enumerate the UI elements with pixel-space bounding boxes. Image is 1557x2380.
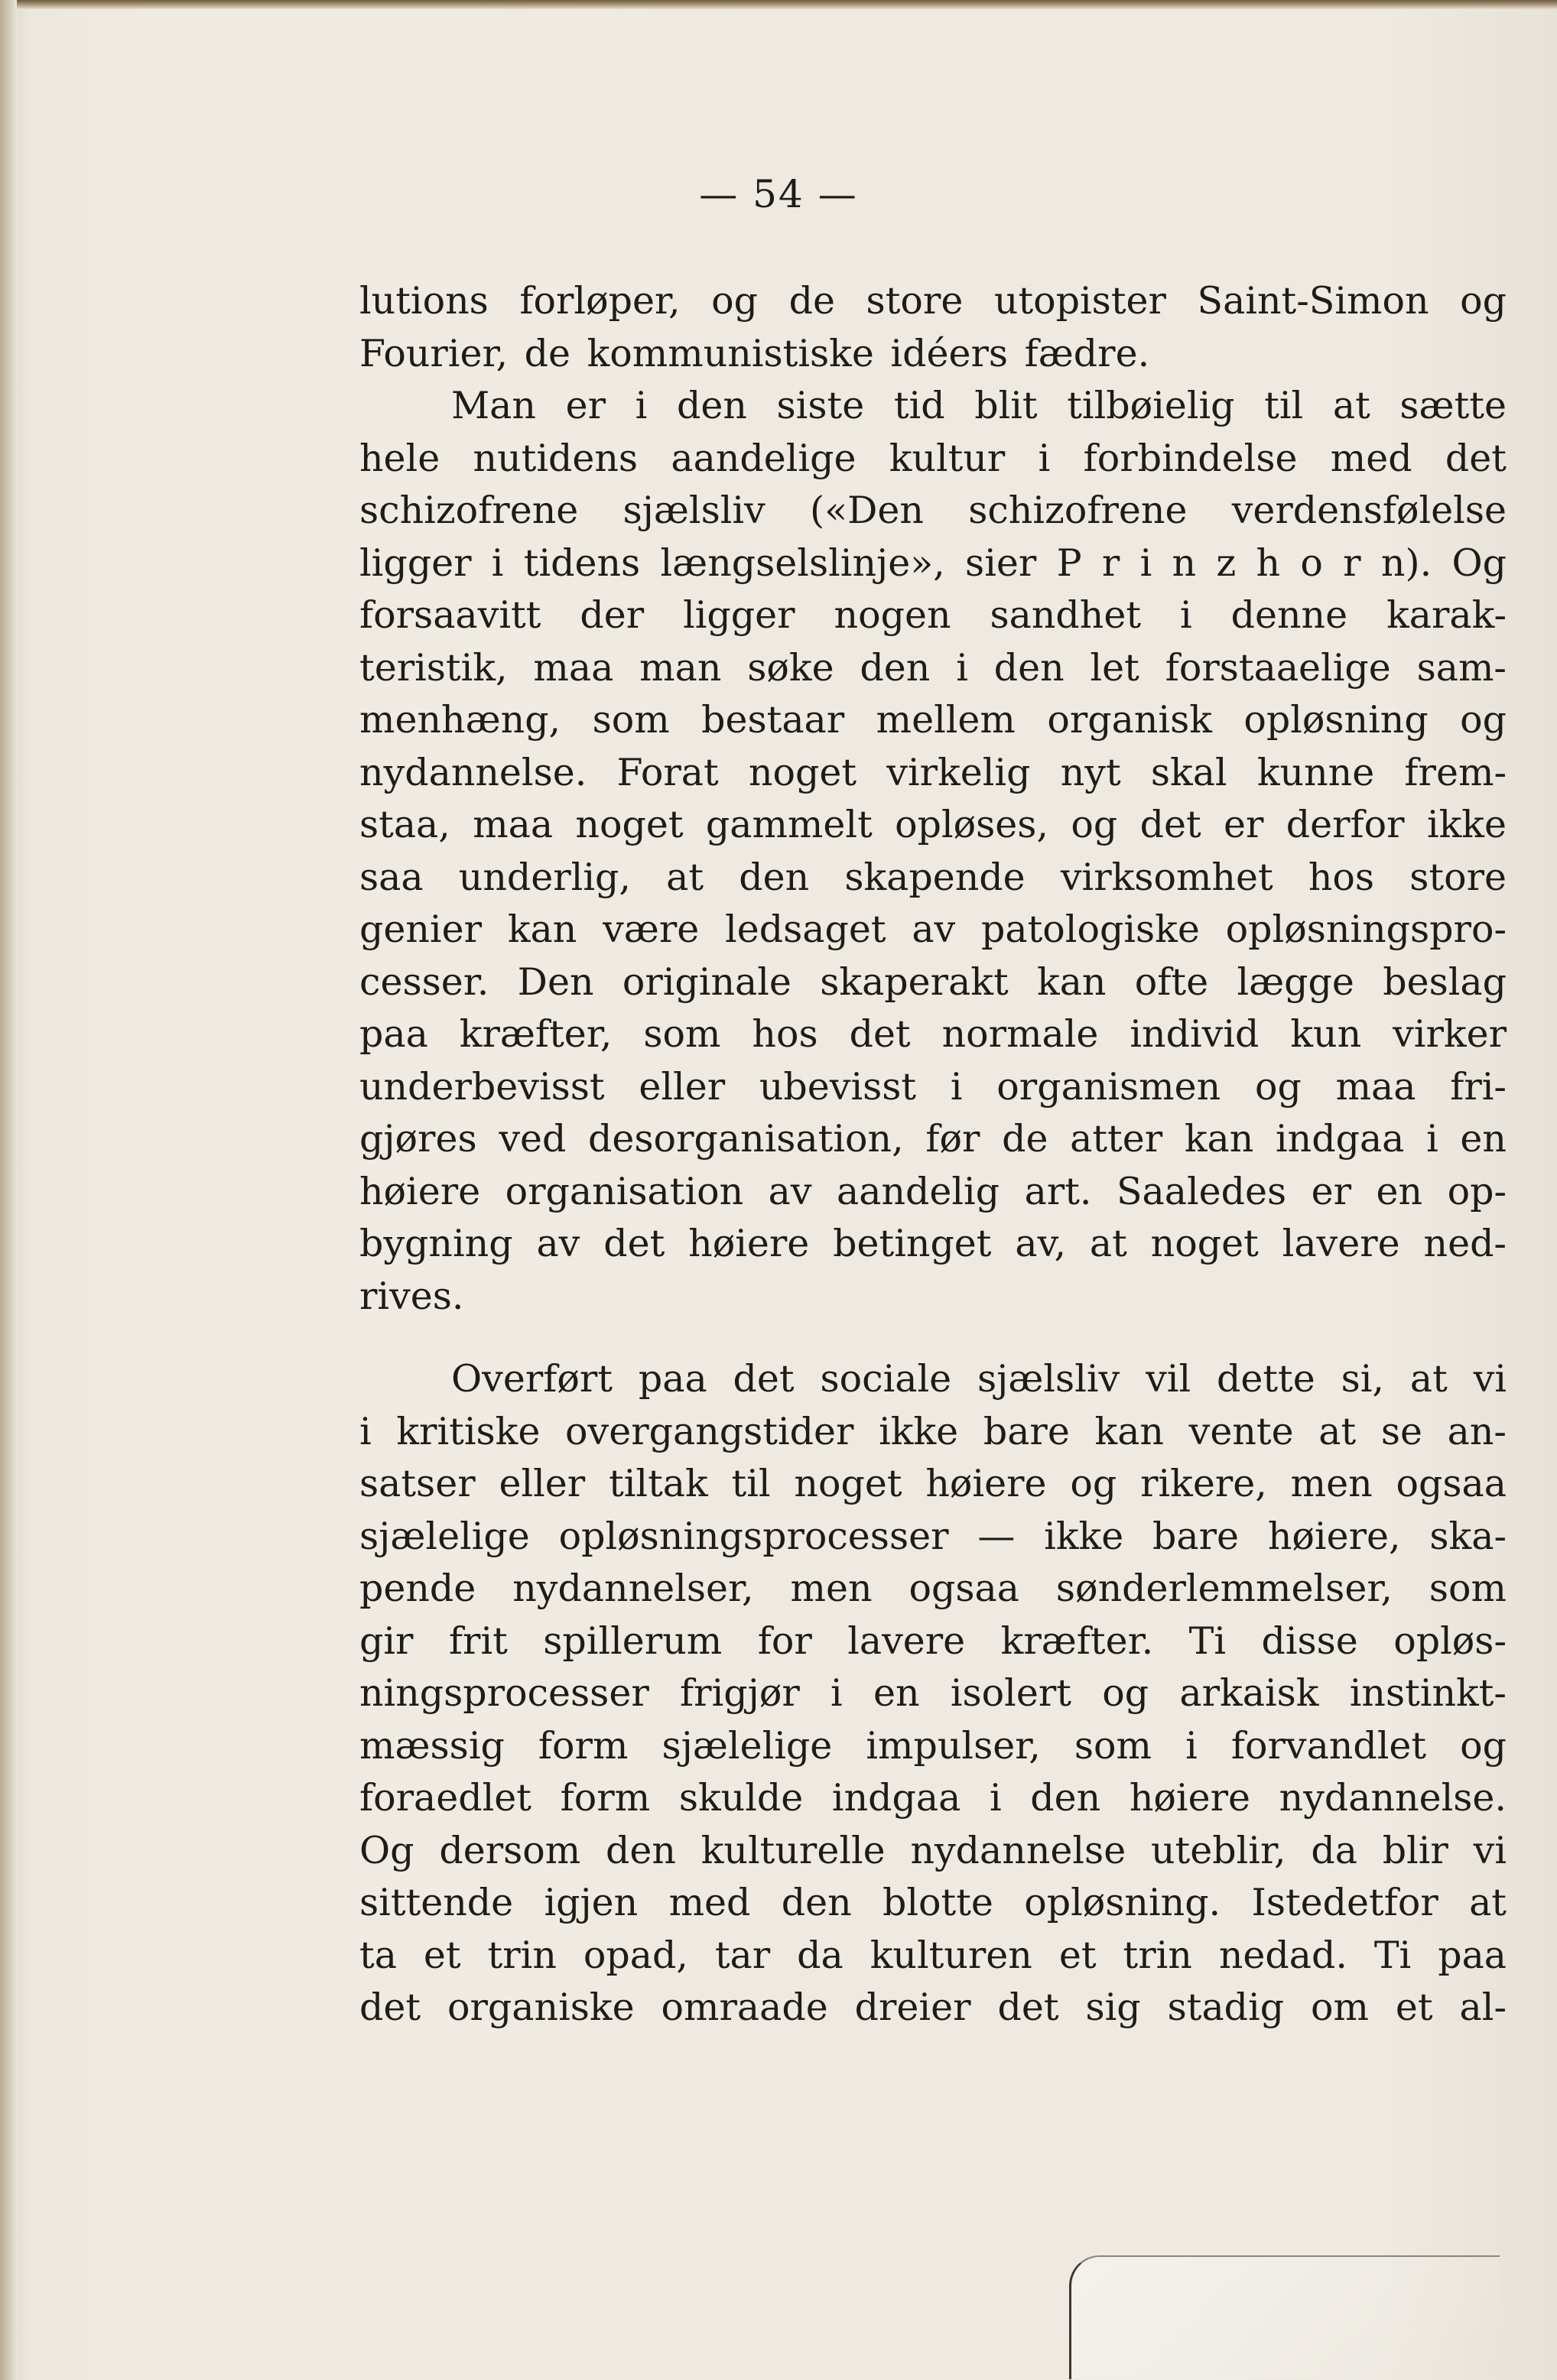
text-line: høiere organisation av aandelig art. Saaledes er en op-: [359, 1169, 1507, 1213]
paragraph-gap: [359, 1323, 1507, 1353]
text-line: foraedlet form skulde indgaa i den høiere nydannelse.: [359, 1776, 1507, 1820]
text-line: pende nydannelser, men ogsaa sønderlemmelser, som: [359, 1567, 1507, 1610]
text-line: ta et trin opad, tar da kulturen et trin nedad. Ti paa: [359, 1933, 1507, 1977]
text-line: gjøres ved desorganisation, før de atter kan indgaa i en: [359, 1117, 1507, 1161]
text-line: hele nutidens aandelige kultur i forbindelse med det: [359, 436, 1507, 480]
text-line: Og dersom den kulturelle nydannelse uteblir, da blir vi: [359, 1828, 1507, 1872]
text-line: genier kan være ledsaget av patologiske opløsningspro-: [359, 908, 1507, 951]
page-top-edge: [0, 0, 1557, 9]
text-line: Overført paa det sociale sjælsliv vil dette si, at vi: [451, 1357, 1507, 1401]
text-line: saa underlig, at den skapende virksomhet hos store: [359, 855, 1507, 899]
page-corner-fold: [1069, 2255, 1500, 2379]
text-line: rives.: [359, 1274, 464, 1318]
text-line: satser eller tiltak til noget høiere og rikere, men ogsaa: [359, 1462, 1507, 1505]
text-line: paa kræfter, som hos det normale individ kun virker: [359, 1012, 1507, 1056]
text-line: lutions forløper, og de store utopister Saint-Simon og: [359, 279, 1507, 323]
text-line: menhæng, som bestaar mellem organisk opløsning og: [359, 698, 1507, 742]
text-line: mæssig form sjælelige impulser, som i forvandlet og: [359, 1723, 1507, 1768]
body-text: [359, 275, 1507, 2034]
text-line: teristik, maa man søke den i den let forstaaelige sam-: [359, 645, 1507, 690]
text-line: ningsprocesser frigjør i en isolert og arkaisk instinkt-: [359, 1671, 1507, 1715]
text-line: sittende igjen med den blotte opløsning. Istedetfor at: [359, 1881, 1507, 1924]
text-line: cesser. Den originale skaperakt kan ofte lægge beslag: [359, 959, 1507, 1004]
text-line: Fourier, de kommunistiske idéers fædre.: [359, 331, 1150, 375]
text-line: det organiske omraade dreier det sig stadig om et al-: [359, 1985, 1507, 2029]
text-line: underbevisst eller ubevisst i organismen og maa fri-: [359, 1064, 1507, 1109]
text-line: schizofrene sjælsliv («Den schizofrene verdensfølelse: [359, 489, 1507, 532]
text-line: forsaavitt der ligger nogen sandhet i denne karak-: [359, 593, 1507, 637]
page-binding-edge: [0, 0, 17, 2380]
text-line: nydannelse. Forat noget virkelig nyt skal kunne frem-: [359, 750, 1507, 794]
text-line: sjælelige opløsningsprocesser — ikke bare høiere, ska-: [359, 1514, 1507, 1558]
text-line: i kritiske overgangstider ikke bare kan vente at se an-: [359, 1409, 1507, 1453]
text-line: ligger i tidens længselslinje», sier P r i n z h o r n). Og: [359, 541, 1507, 585]
text-line: staa, maa noget gammelt opløses, og det er derfor ikke: [359, 803, 1507, 846]
text-line: Man er i den siste tid blit tilbøielig til at sætte: [451, 384, 1507, 427]
text-line: bygning av det høiere betinget av, at noget lavere ned-: [359, 1222, 1507, 1265]
page-number: — 54 —: [699, 172, 858, 216]
text-line: gir frit spillerum for lavere kræfter. Ti disse opløs-: [359, 1619, 1507, 1663]
